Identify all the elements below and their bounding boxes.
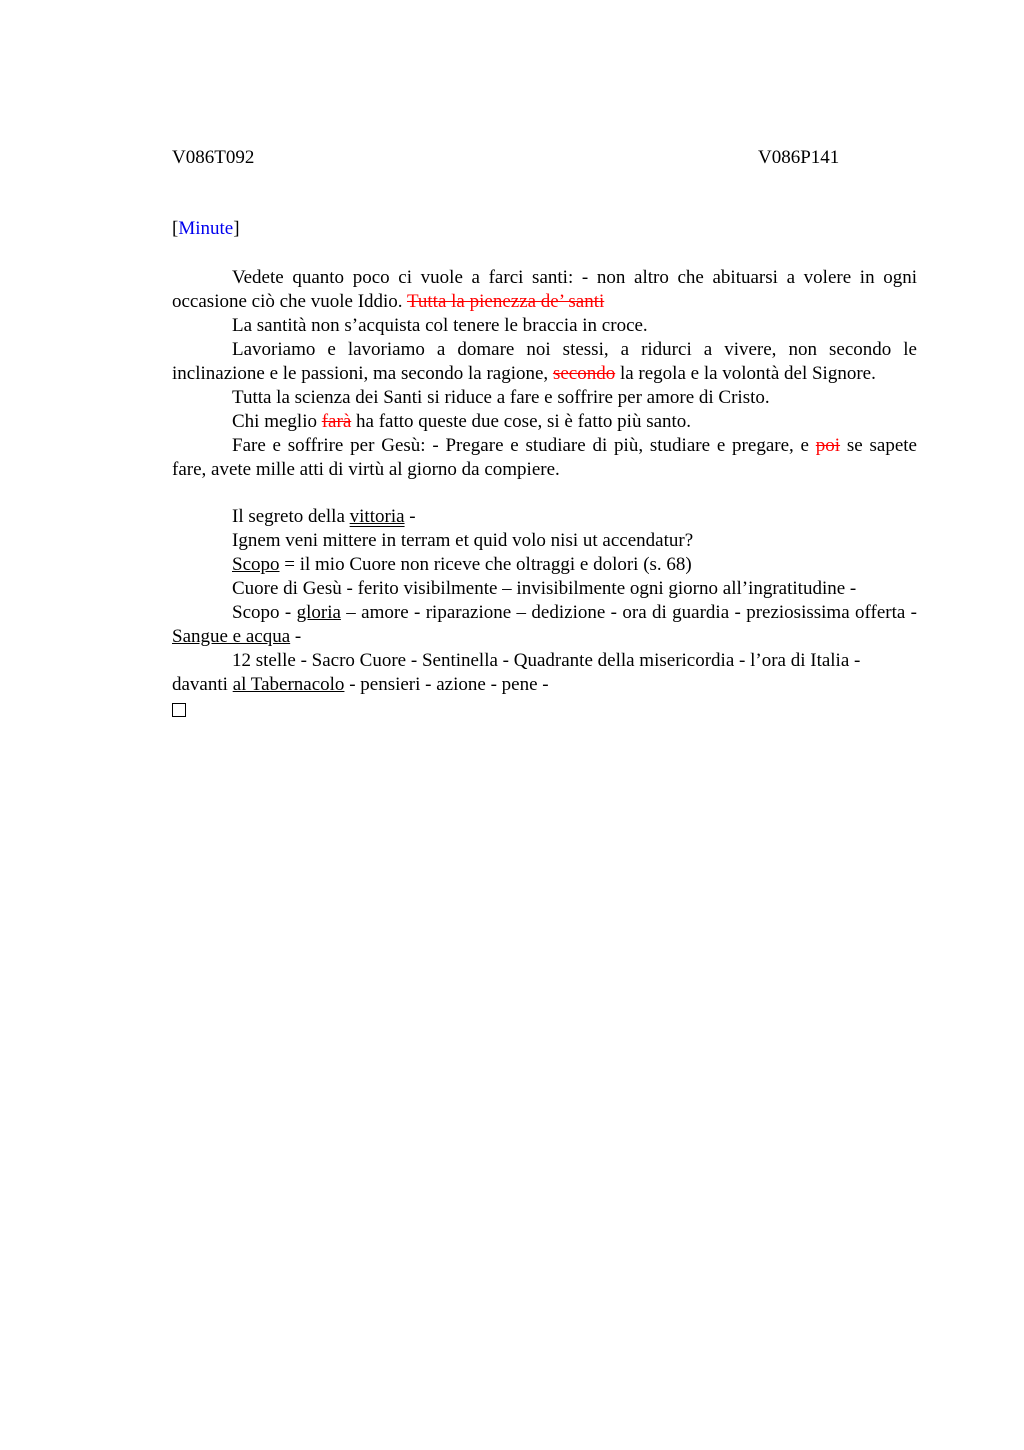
- paragraph-4: Tutta la scienza dei Santi si riduce a fare e soffrire per amore di Cristo.: [232, 387, 770, 408]
- paragraph-2: La santità non s’acquista col tenere le braccia in croce.: [232, 315, 648, 336]
- paragraph-11: Scopo - gloria – amore - riparazione – dedizione - ora di guardia - preziosissima offerta - Sangue e acqua -: [172, 602, 917, 647]
- deleted-text: secondo: [552, 363, 616, 384]
- document-code-left: V086T092: [172, 147, 255, 168]
- text-block-1: [172, 266, 917, 482]
- deleted-text: farà: [321, 411, 352, 432]
- bracket-close: ]: [233, 218, 240, 239]
- paragraph-10: Cuore di Gesù - ferito visibilmente – invisibilmente ogni giorno all’ingratitudine -: [232, 578, 857, 599]
- underlined-text: al Tabernacolo: [232, 674, 345, 695]
- section-label-text: Minute: [178, 218, 234, 239]
- underlined-text: vittoria: [349, 506, 405, 527]
- paragraph-7: Il segreto della vittoria -: [232, 506, 416, 527]
- underlined-text: gloria: [296, 602, 341, 623]
- paragraph-12: 12 stelle - Sacro Cuore - Sentinella - Quadrante della misericordia - l’ora di Italia - davanti al Tabernacolo - pensieri - azione - pene -: [172, 650, 861, 695]
- underlined-text: Scopo: [232, 554, 280, 575]
- paragraph-3: Lavoriamo e lavoriamo a domare noi stessi, a ridurci a vivere, non secondo le inclinazione e le passioni, ma secondo la ragione, secondo la regola e la volontà del Signore.: [172, 339, 917, 384]
- underlined-text: Sangue e acqua: [172, 626, 291, 647]
- paragraph-9: Scopo = il mio Cuore non riceve che oltraggi e dolori (s. 68): [232, 554, 692, 575]
- section-label: [172, 217, 917, 241]
- bracket-open: [: [172, 218, 179, 239]
- deleted-text: poi: [815, 435, 841, 456]
- paragraph-8: Ignem veni mittere in terram et quid volo nisi ut accendatur?: [232, 530, 694, 551]
- text-block-2: [172, 505, 917, 697]
- document-code-right: V086P141: [758, 147, 840, 168]
- end-marker: [172, 697, 917, 724]
- paragraph-5: Chi meglio farà ha fatto queste due cose, si è fatto più santo.: [232, 411, 692, 432]
- paragraph-1: Vedete quanto poco ci vuole a farci santi: - non altro che abituarsi a volere in ogni occasione ciò che vuole Iddio. Tutta la pienezza de’ santi: [172, 267, 917, 312]
- deleted-text: Tutta la pienezza de’ santi: [406, 291, 605, 312]
- page-header: [172, 146, 917, 170]
- square-box-icon: [172, 703, 186, 717]
- paragraph-6: Fare e soffrire per Gesù: - Pregare e studiare di più, studiare e pregare, e poi se sapete fare, avete mille atti di virtù al giorno da compiere.: [172, 435, 917, 480]
- document-page: [172, 146, 917, 724]
